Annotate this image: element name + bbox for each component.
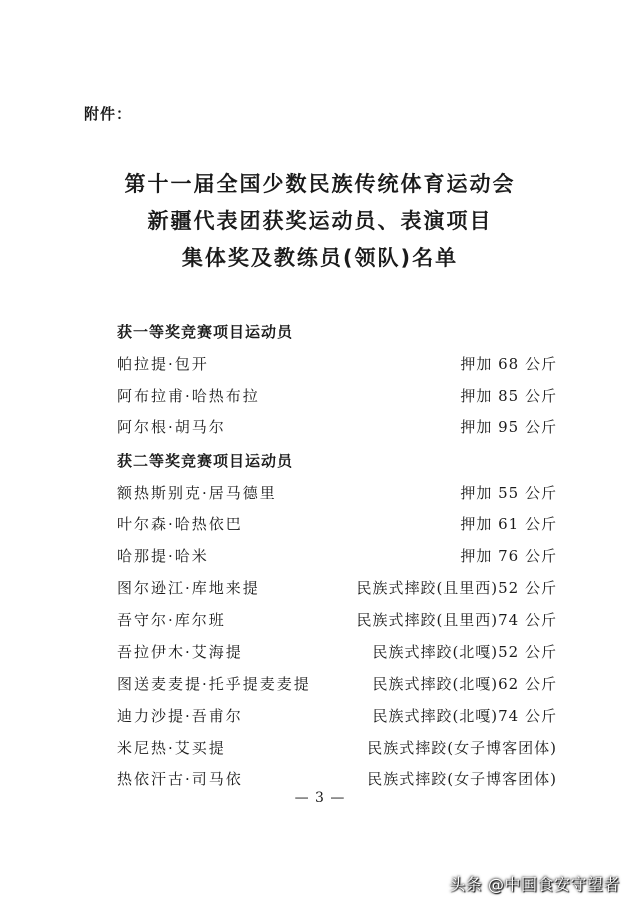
athlete-name: 热依汗古·司马依 <box>117 770 243 788</box>
list-item <box>117 513 557 535</box>
list-item <box>117 641 557 663</box>
event-name: 民族式摔跤(女子博客团体) <box>367 770 557 788</box>
event-name: 押加 61 公斤 <box>460 515 557 533</box>
list-item <box>117 545 557 567</box>
athlete-name: 阿布拉甫·哈热布拉 <box>117 387 260 405</box>
athlete-name: 哈那提·哈米 <box>117 547 209 565</box>
athlete-name: 米尼热·艾买提 <box>117 739 226 757</box>
event-name: 押加 68 公斤 <box>460 355 557 373</box>
event-name: 民族式摔跤(北嘎)74 公斤 <box>372 707 557 725</box>
athlete-name: 图送麦麦提·托乎提麦麦提 <box>117 675 311 693</box>
event-name: 押加 55 公斤 <box>460 484 557 502</box>
athlete-name: 迪力沙提·吾甫尔 <box>117 707 243 725</box>
athlete-name: 额热斯别克·居马德里 <box>117 484 277 502</box>
watermark: 头条 @中国食安守望者 <box>449 875 620 894</box>
section-heading-first-prize: 获一等奖竞赛项目运动员 <box>117 323 294 341</box>
list-item <box>117 577 557 599</box>
list-item <box>117 768 557 790</box>
list-item <box>117 353 557 375</box>
event-name: 民族式摔跤(且里西)74 公斤 <box>356 611 557 629</box>
list-item <box>117 609 557 631</box>
event-name: 押加 85 公斤 <box>460 387 557 405</box>
list-item <box>117 385 557 407</box>
list-item <box>117 673 557 695</box>
list-item <box>117 737 557 759</box>
list-item <box>117 482 557 504</box>
attachment-label: 附件： <box>84 105 133 123</box>
event-name: 民族式摔跤(且里西)52 公斤 <box>356 579 557 597</box>
title-line-2: 新疆代表团获奖运动员、表演项目 <box>147 209 493 233</box>
event-name: 民族式摔跤(北嘎)52 公斤 <box>372 643 557 661</box>
athlete-name: 图尔逊江·库地来提 <box>117 579 260 597</box>
athlete-name: 阿尔根·胡马尔 <box>117 418 226 436</box>
list-item <box>117 416 557 438</box>
title-line-3: 集体奖及教练员(领队)名单 <box>181 246 459 270</box>
athlete-name: 叶尔森·哈热依巴 <box>117 515 243 533</box>
event-name: 押加 76 公斤 <box>460 547 557 565</box>
title-line-1: 第十一届全国少数民族传统体育运动会 <box>124 172 516 196</box>
event-name: 民族式摔跤(女子博客团体) <box>367 739 557 757</box>
athlete-name: 吾拉伊木·艾海提 <box>117 643 243 661</box>
list-item <box>117 705 557 727</box>
section-heading-second-prize: 获二等奖竞赛项目运动员 <box>117 452 294 470</box>
event-name: 押加 95 公斤 <box>460 418 557 436</box>
event-name: 民族式摔跤(北嘎)62 公斤 <box>372 675 557 693</box>
athlete-name: 吾守尔·库尔班 <box>117 611 226 629</box>
athlete-name: 帕拉提·包开 <box>117 355 209 373</box>
page-number: — 3 — <box>294 790 346 806</box>
